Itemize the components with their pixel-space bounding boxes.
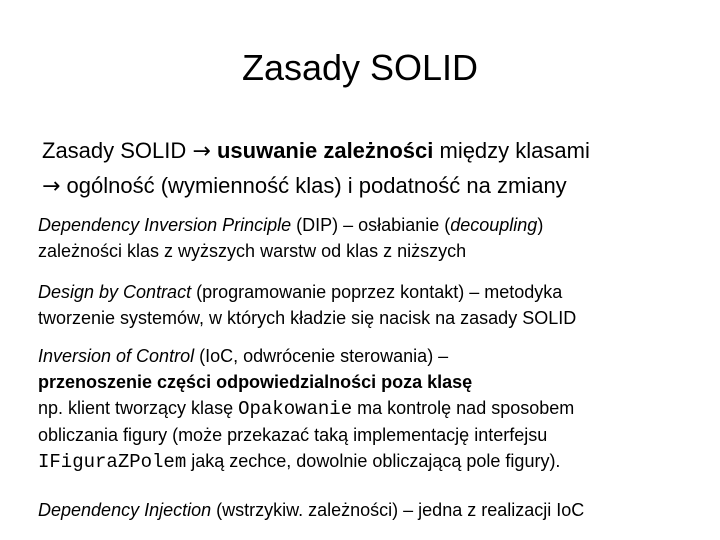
intro-text xyxy=(42,134,702,204)
dbc-line-1 xyxy=(38,279,710,305)
intro-subject: Zasady SOLID xyxy=(42,138,187,163)
dip-term-2: decoupling xyxy=(450,215,538,235)
code-opakowanie: Opakowanie xyxy=(238,398,353,420)
intro-line-2-text: ogólność (wymienność klas) i podatność na zmiany xyxy=(60,173,567,198)
dbc-term: Design by Contract xyxy=(38,282,192,302)
di-line-1 xyxy=(38,497,710,523)
ioc-line-1 xyxy=(38,343,710,369)
right-arrow-icon: → xyxy=(42,174,61,199)
ioc-bold-line: przenoszenie części odpowiedzialności poza klasę xyxy=(38,372,473,392)
ioc-line-5-b: jaką zechce, dowolnie obliczającą pole figury). xyxy=(186,451,561,471)
dip-text: (DIP) – osłabianie ( xyxy=(291,215,451,235)
ioc-text: (IoC, odwrócenie sterowania) – xyxy=(194,346,449,366)
dip-line-2: zależności klas z wyższych warstw od klas z niższych xyxy=(38,241,467,261)
di-paragraph xyxy=(38,497,710,523)
intro-rest: między klasami xyxy=(433,138,590,163)
di-term: Dependency Injection xyxy=(38,500,212,520)
right-arrow-icon: → xyxy=(192,139,211,164)
di-text: (wstrzykiw. zależności) – jedna z realizacji IoC xyxy=(211,500,585,520)
ioc-line-5 xyxy=(38,448,710,475)
intro-line-1 xyxy=(42,134,702,169)
page-title: Zasady SOLID xyxy=(241,47,479,88)
ioc-paragraph xyxy=(38,343,710,475)
dbc-text: (programowanie poprzez kontakt) – metodyka xyxy=(191,282,563,302)
dip-paragraph xyxy=(38,212,710,264)
code-ifigurazpolem: IFiguraZPolem xyxy=(38,451,187,473)
intro-emphasis: usuwanie zależności xyxy=(216,138,434,163)
ioc-line-3-b: ma kontrolę nad sposobem xyxy=(352,398,575,418)
dbc-paragraph xyxy=(38,279,710,331)
dip-line-1 xyxy=(38,212,710,238)
ioc-line-4: obliczania figury (może przekazać taką implementację interfejsu xyxy=(38,425,548,445)
ioc-term: Inversion of Control xyxy=(38,346,195,366)
intro-line-2 xyxy=(42,169,702,204)
ioc-line-3-a: np. klient tworzący klasę xyxy=(38,398,239,418)
ioc-line-3 xyxy=(38,395,710,422)
dip-term: Dependency Inversion Principle xyxy=(38,215,292,235)
dip-text-2: ) xyxy=(537,215,544,235)
dbc-line-2: tworzenie systemów, w których kładzie się nacisk na zasady SOLID xyxy=(38,308,577,328)
